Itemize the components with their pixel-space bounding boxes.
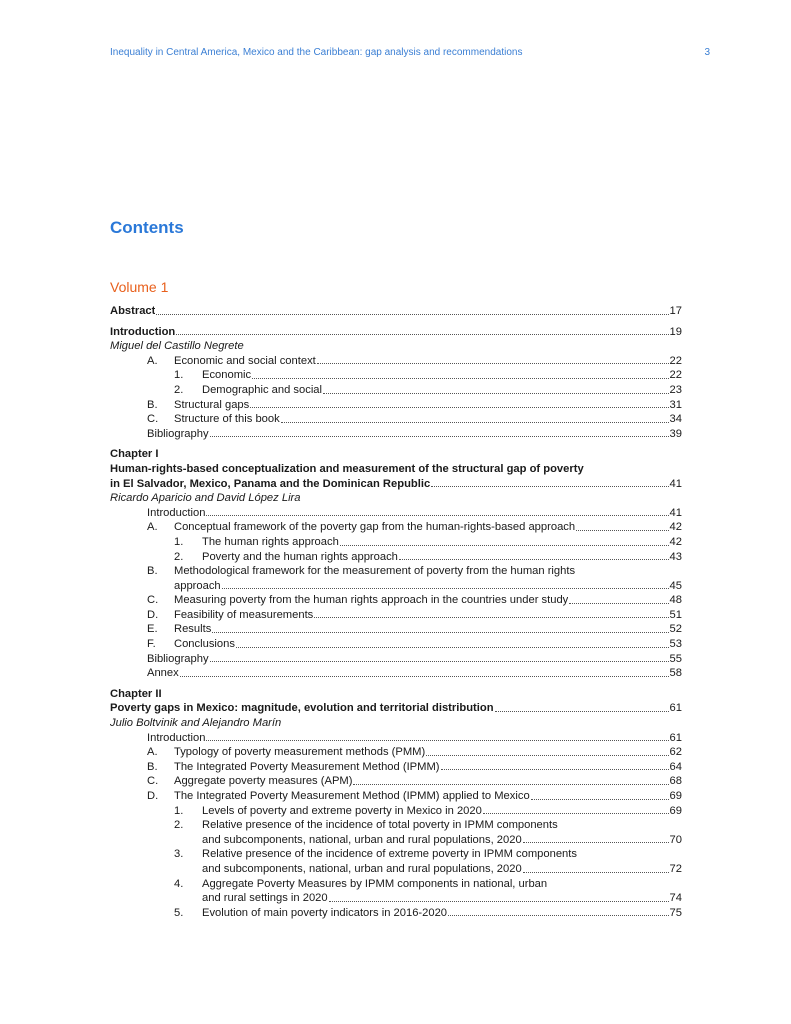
toc-entry[interactable]: A. Typology of poverty measurement methods (PMM) 62	[147, 746, 682, 759]
toc-entry[interactable]: C. Measuring poverty from the human rights approach in the countries under study 48	[147, 594, 682, 607]
toc-entry-chapter-2[interactable]: Poverty gaps in Mexico: magnitude, evolution and territorial distribution 61	[110, 702, 682, 715]
running-title: Inequality in Central America, Mexico and the Caribbean: gap analysis and recommendations	[110, 47, 523, 58]
page-number: 3	[704, 47, 710, 58]
toc-entry[interactable]: C. Structure of this book 34	[147, 413, 682, 426]
page-title: Contents	[110, 218, 184, 237]
chapter-title: Human-rights-based conceptualization and measurement of the structural gap of poverty	[110, 462, 584, 475]
toc-author: Julio Boltvinik and Alejandro Marín	[110, 717, 282, 730]
toc-entry[interactable]: Introduction 41	[147, 506, 682, 519]
toc-entry[interactable]: C. Aggregate poverty measures (APM) 68	[147, 775, 682, 788]
toc-entry[interactable]: 1. Economic 22	[174, 369, 682, 382]
toc-entry[interactable]: Introduction 61	[147, 731, 682, 744]
toc-entry[interactable]: D. Feasibility of measurements 51	[147, 608, 682, 621]
toc-entry-line: 4. Aggregate Poverty Measures by IPMM components in national, urban	[174, 877, 548, 890]
toc-entry[interactable]: 1. Levels of poverty and extreme poverty in Mexico in 2020 69	[174, 804, 682, 817]
chapter-label: Chapter I	[110, 448, 159, 461]
toc-entry[interactable]: Bibliography 55	[147, 652, 682, 665]
toc-entry[interactable]: 1. The human rights approach 42	[174, 535, 682, 548]
toc-entry-line: 2. Relative presence of the incidence of total poverty in IPMM components	[174, 819, 558, 832]
toc-entry-introduction[interactable]: Introduction 19	[110, 325, 682, 338]
toc-author: Ricardo Aparicio and David López Lira	[110, 492, 301, 505]
toc-entry[interactable]: D. The Integrated Poverty Measurement Method (IPMM) applied to Mexico 69	[147, 790, 682, 802]
toc-entry[interactable]: B. The Integrated Poverty Measurement Method (IPMM) 64	[147, 760, 682, 773]
toc-entry[interactable]: Bibliography 39	[147, 427, 682, 440]
toc-entry[interactable]: F. Conclusions 53	[147, 638, 682, 651]
toc-entry[interactable]: 5. Evolution of main poverty indicators in 2016-2020 75	[174, 906, 682, 919]
toc-author: Miguel del Castillo Negrete	[110, 340, 244, 353]
toc-entry[interactable]: B. Structural gaps 31	[147, 398, 682, 411]
toc-entry[interactable]: and subcomponents, national, urban and rural populations, 2020 72	[202, 862, 682, 875]
toc-entry[interactable]: A. Economic and social context 22	[147, 354, 682, 367]
toc-entry[interactable]: 2. Demographic and social 23	[174, 383, 682, 396]
toc-entry[interactable]: 2. Poverty and the human rights approach 43	[174, 550, 682, 563]
toc-entry-abstract[interactable]: Abstract 17	[110, 305, 682, 317]
toc-entry-chapter-1[interactable]: in El Salvador, Mexico, Panama and the Dominican Republic 41	[110, 477, 682, 490]
toc-entry[interactable]: A. Conceptual framework of the poverty gap from the human-rights-based approach 42	[147, 521, 682, 534]
toc-entry[interactable]: approach 45	[174, 579, 682, 592]
table-of-contents	[110, 304, 682, 920]
toc-entry-line: 3. Relative presence of the incidence of extreme poverty in IPMM components	[174, 848, 577, 861]
toc-entry[interactable]: and subcomponents, national, urban and rural populations, 2020 70	[202, 833, 682, 846]
running-header	[110, 47, 710, 58]
toc-entry[interactable]: and rural settings in 2020 74	[202, 892, 682, 905]
chapter-label: Chapter II	[110, 687, 162, 700]
toc-entry-line: B. Methodological framework for the measurement of poverty from the human rights	[147, 565, 576, 578]
toc-entry[interactable]: Annex 58	[147, 667, 682, 680]
toc-entry[interactable]: E. Results 52	[147, 623, 682, 636]
volume-heading: Volume 1	[110, 279, 169, 295]
